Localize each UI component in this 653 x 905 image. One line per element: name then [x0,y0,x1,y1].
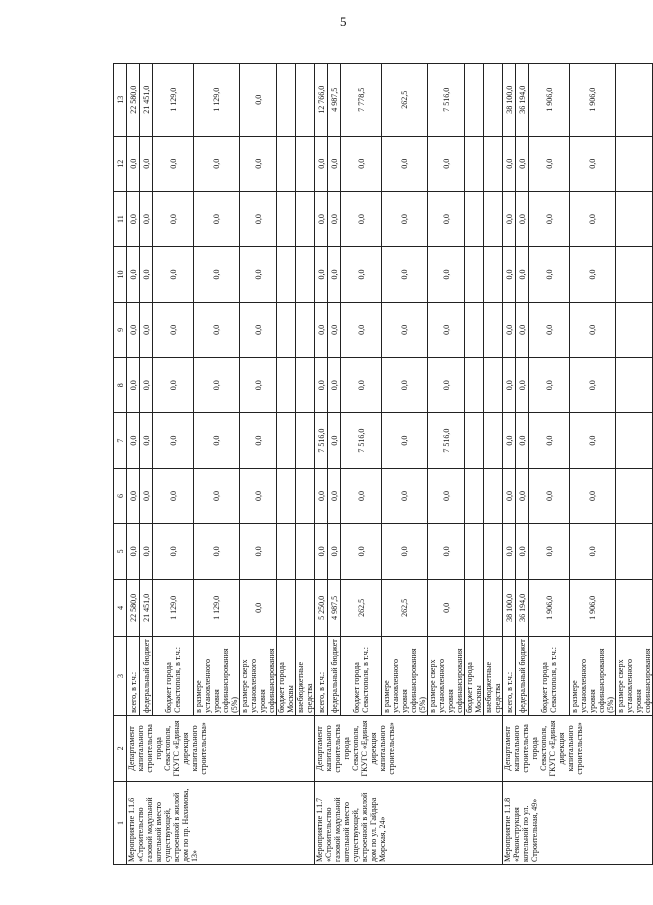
amount-cell: 0,0 [341,247,382,302]
amount-cell: 0,0 [328,524,341,579]
amount-cell: 1 129,0 [194,64,240,137]
amount-cell: 0,0 [194,524,240,579]
amount-cell [296,302,315,357]
amount-cell: 0,0 [428,302,465,357]
amount-cell: 0,0 [516,468,529,523]
amount-cell: 1 129,0 [194,579,240,637]
amount-cell: 0,0 [153,136,194,191]
amount-cell: 21 451,0 [140,64,153,137]
executor-cell: Департамент капитального строительства города Севастополя, ГКУГС «Единая дирекция капитального строительства» [127,715,315,781]
amount-cell: 0,0 [570,468,616,523]
amount-cell [277,247,296,302]
column-number: 11 [114,191,127,246]
amount-cell: 0,0 [315,524,328,579]
amount-cell: 0,0 [382,468,428,523]
amount-cell: 0,0 [341,524,382,579]
amount-cell: 0,0 [503,191,516,246]
amount-cell: 0,0 [428,247,465,302]
amount-cell [277,191,296,246]
amount-cell: 0,0 [382,413,428,468]
amount-cell: 0,0 [315,136,328,191]
amount-cell: 0,0 [127,302,140,357]
amount-cell: 0,0 [140,302,153,357]
column-number: 4 [114,579,127,637]
amount-cell: 0,0 [315,468,328,523]
amount-cell: 0,0 [140,468,153,523]
amount-cell [616,358,653,413]
amount-cell: 1 906,0 [529,64,570,137]
amount-cell: 0,0 [529,413,570,468]
amount-cell: 0,0 [529,524,570,579]
amount-cell: 0,0 [516,358,529,413]
amount-cell: 38 100,0 [503,64,516,137]
funding-source-cell: бюджет города Севастополя, в т.ч.: [341,637,382,716]
amount-cell: 21 451,0 [140,579,153,637]
amount-cell: 0,0 [127,136,140,191]
amount-cell [296,468,315,523]
table-row [503,64,516,865]
amount-cell: 0,0 [140,247,153,302]
amount-cell: 0,0 [328,358,341,413]
amount-cell: 0,0 [529,302,570,357]
amount-cell: 0,0 [516,136,529,191]
funding-source-cell: внебюджетные средства [484,637,503,716]
measure-name-cell: Мероприятие 1.1.8 «Реконструкция котельной по ул. Строительная, 49» [503,781,653,864]
amount-cell: 0,0 [328,302,341,357]
amount-cell [616,468,653,523]
column-number: 12 [114,136,127,191]
amount-cell [484,64,503,137]
amount-cell: 0,0 [341,136,382,191]
amount-cell: 0,0 [341,468,382,523]
amount-cell: 0,0 [153,524,194,579]
amount-cell [296,358,315,413]
amount-cell: 0,0 [570,136,616,191]
table-row [127,64,140,865]
amount-cell: 0,0 [140,191,153,246]
column-number: 1 [114,781,127,864]
amount-cell: 0,0 [315,191,328,246]
amount-cell: 7 516,0 [428,64,465,137]
amount-cell [296,64,315,137]
amount-cell: 0,0 [194,468,240,523]
amount-cell: 0,0 [529,247,570,302]
amount-cell [296,247,315,302]
amount-cell: 5 250,0 [315,579,328,637]
amount-cell: 262,5 [382,64,428,137]
amount-cell: 0,0 [194,302,240,357]
amount-cell: 7 778,5 [341,64,382,137]
amount-cell: 4 987,5 [328,579,341,637]
amount-cell: 0,0 [382,191,428,246]
column-number: 7 [114,413,127,468]
amount-cell: 0,0 [570,302,616,357]
amount-cell: 0,0 [140,358,153,413]
amount-cell: 22 580,0 [127,579,140,637]
amount-cell: 0,0 [153,302,194,357]
amount-cell: 0,0 [240,64,277,137]
amount-cell: 0,0 [127,247,140,302]
column-number: 9 [114,302,127,357]
amount-cell: 0,0 [240,413,277,468]
amount-cell: 7 516,0 [315,413,328,468]
amount-cell: 0,0 [516,302,529,357]
budget-table [113,63,653,865]
amount-cell: 0,0 [240,191,277,246]
amount-cell [277,302,296,357]
amount-cell [465,579,484,637]
amount-cell [616,413,653,468]
amount-cell: 1 129,0 [153,579,194,637]
column-number: 2 [114,715,127,781]
amount-cell: 4 987,5 [328,64,341,137]
amount-cell: 38 100,0 [503,579,516,637]
amount-cell [277,64,296,137]
amount-cell: 1 906,0 [529,579,570,637]
measure-name-cell: Мероприятие 1.1.6 «Строительство газовой модульной котельной вместо существующей, встроенной в жилой дом по пр. Нахимова, 13» [127,781,315,864]
column-number: 10 [114,247,127,302]
amount-cell: 0,0 [516,191,529,246]
amount-cell: 262,5 [382,579,428,637]
funding-source-cell: в размере сверх установленного уровня софинансирования [616,637,653,716]
funding-source-cell: всего, в т.ч.: [127,637,140,716]
amount-cell: 0,0 [503,358,516,413]
amount-cell: 0,0 [516,413,529,468]
funding-source-cell: всего, в т.ч.: [503,637,516,716]
amount-cell: 0,0 [382,247,428,302]
amount-cell: 0,0 [516,524,529,579]
amount-cell: 7 516,0 [428,413,465,468]
amount-cell [616,64,653,137]
amount-cell [277,413,296,468]
amount-cell: 0,0 [140,136,153,191]
amount-cell: 0,0 [240,358,277,413]
amount-cell: 0,0 [529,468,570,523]
amount-cell: 0,0 [194,358,240,413]
amount-cell [616,524,653,579]
amount-cell: 1 906,0 [570,64,616,137]
amount-cell: 0,0 [328,247,341,302]
amount-cell: 0,0 [194,191,240,246]
column-number: 5 [114,524,127,579]
amount-cell: 0,0 [153,413,194,468]
amount-cell: 0,0 [328,191,341,246]
amount-cell [465,191,484,246]
amount-cell: 0,0 [503,136,516,191]
amount-cell [465,524,484,579]
amount-cell [465,64,484,137]
column-number-row [114,64,127,865]
amount-cell: 0,0 [194,413,240,468]
amount-cell: 0,0 [382,524,428,579]
amount-cell [465,136,484,191]
amount-cell: 0,0 [127,413,140,468]
amount-cell [484,136,503,191]
executor-cell: Департамент капитального строительства города Севастополя, ГКУГС «Единая дирекция капитального строительства» [315,715,503,781]
column-number: 13 [114,64,127,137]
amount-cell [616,302,653,357]
amount-cell [465,468,484,523]
amount-cell: 0,0 [570,524,616,579]
amount-cell [484,468,503,523]
amount-cell: 0,0 [315,247,328,302]
amount-cell [465,247,484,302]
amount-cell: 0,0 [503,302,516,357]
amount-cell [484,413,503,468]
amount-cell: 0,0 [127,468,140,523]
amount-cell: 0,0 [428,524,465,579]
amount-cell: 0,0 [570,191,616,246]
amount-cell: 0,0 [153,247,194,302]
amount-cell: 0,0 [315,358,328,413]
amount-cell: 0,0 [328,468,341,523]
amount-cell: 0,0 [516,247,529,302]
amount-cell: 0,0 [140,524,153,579]
amount-cell: 0,0 [194,247,240,302]
column-number: 8 [114,358,127,413]
amount-cell: 0,0 [194,136,240,191]
table-row [315,64,328,865]
amount-cell: 0,0 [428,136,465,191]
amount-cell: 0,0 [382,136,428,191]
amount-cell: 0,0 [570,413,616,468]
amount-cell: 22 580,0 [127,64,140,137]
amount-cell: 0,0 [328,136,341,191]
amount-cell [484,579,503,637]
amount-cell [616,247,653,302]
amount-cell [296,136,315,191]
amount-cell [465,358,484,413]
funding-source-cell: бюджет города Москвы [277,637,296,716]
amount-cell: 262,5 [341,579,382,637]
amount-cell: 0,0 [428,191,465,246]
funding-source-cell: бюджет города Москвы [465,637,484,716]
funding-source-cell: в размере установленного уровня софинансирования (5%) [382,637,428,716]
column-number: 6 [114,468,127,523]
amount-cell: 0,0 [328,413,341,468]
amount-cell: 0,0 [153,191,194,246]
amount-cell: 0,0 [127,524,140,579]
amount-cell: 0,0 [382,302,428,357]
amount-cell: 0,0 [240,579,277,637]
amount-cell: 0,0 [153,468,194,523]
amount-cell: 0,0 [428,358,465,413]
amount-cell: 0,0 [570,247,616,302]
amount-cell [277,358,296,413]
amount-cell [296,524,315,579]
amount-cell: 0,0 [240,468,277,523]
funding-source-cell: в размере установленного уровня софинансирования (5%) [570,637,616,716]
amount-cell: 36 194,0 [516,64,529,137]
amount-cell: 1 906,0 [570,579,616,637]
funding-source-cell: в размере сверх установленного уровня софинансирования [240,637,277,716]
amount-cell: 0,0 [428,579,465,637]
funding-source-cell: всего, в т.ч.: [315,637,328,716]
funding-source-cell: бюджет города Севастополя, в т.ч.: [529,637,570,716]
funding-source-cell: федеральный бюджет [328,637,341,716]
amount-cell [465,413,484,468]
amount-cell [484,524,503,579]
amount-cell [296,191,315,246]
amount-cell: 0,0 [240,524,277,579]
amount-cell: 0,0 [240,302,277,357]
amount-cell: 7 516,0 [341,413,382,468]
page-number: 5 [340,14,347,29]
amount-cell: 0,0 [503,524,516,579]
amount-cell: 0,0 [503,247,516,302]
amount-cell [484,191,503,246]
amount-cell: 0,0 [570,358,616,413]
funding-source-cell: в размере сверх установленного уровня софинансирования [428,637,465,716]
amount-cell: 0,0 [140,413,153,468]
amount-cell: 0,0 [240,247,277,302]
amount-cell [296,413,315,468]
rotated-table-sheet [113,63,652,865]
funding-source-cell: федеральный бюджет [516,637,529,716]
amount-cell: 0,0 [341,191,382,246]
amount-cell [484,358,503,413]
amount-cell [484,247,503,302]
amount-cell [296,579,315,637]
amount-cell: 0,0 [127,191,140,246]
funding-source-cell: внебюджетные средства [296,637,315,716]
amount-cell [616,579,653,637]
amount-cell: 0,0 [503,413,516,468]
amount-cell [277,468,296,523]
amount-cell [616,191,653,246]
amount-cell [277,136,296,191]
amount-cell [277,579,296,637]
amount-cell: 0,0 [503,468,516,523]
funding-source-cell: бюджет города Севастополя, в т.ч.: [153,637,194,716]
funding-source-cell: в размере установленного уровня софинансирования (5%) [194,637,240,716]
amount-cell: 0,0 [382,358,428,413]
amount-cell: 1 129,0 [153,64,194,137]
amount-cell: 0,0 [341,358,382,413]
amount-cell: 0,0 [428,468,465,523]
funding-source-cell: федеральный бюджет [140,637,153,716]
amount-cell: 0,0 [240,136,277,191]
amount-cell: 0,0 [529,358,570,413]
amount-cell [277,524,296,579]
executor-cell: Департамент капитального строительства города Севастополя, ГКУГС «Единая дирекция капитального строительства» [503,715,653,781]
amount-cell: 0,0 [341,302,382,357]
amount-cell [465,302,484,357]
amount-cell [616,136,653,191]
amount-cell: 0,0 [127,358,140,413]
amount-cell: 0,0 [529,136,570,191]
amount-cell: 0,0 [315,302,328,357]
column-number: 3 [114,637,127,716]
amount-cell: 0,0 [529,191,570,246]
amount-cell [484,302,503,357]
amount-cell: 0,0 [153,358,194,413]
measure-name-cell: Мероприятие 1.1.7 «Строительство газовой модульной котельной вместо существующей, встроенной в жилой дом по ул. Гайдара Морская, 24» [315,781,503,864]
amount-cell: 12 766,0 [315,64,328,137]
amount-cell: 36 194,0 [516,579,529,637]
